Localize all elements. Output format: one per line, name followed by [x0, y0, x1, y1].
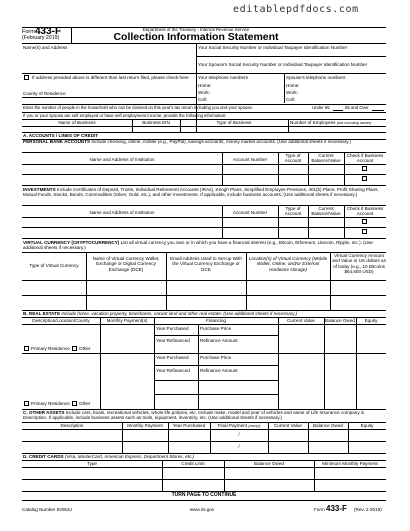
cc-col-min: Minimum Monthly Payment	[322, 461, 378, 466]
oa-col-owed: Balance Owed	[313, 423, 343, 428]
oa-col-desc: Description	[60, 423, 84, 428]
bank-col-balance: Current Balance/Value	[311, 153, 341, 164]
vc-col-amount: Virtual Currency Amount and Value in US dollars as of today (e.g., 10 Bitcoins $64,600 USD)	[332, 253, 386, 275]
re2-other-label: Other	[79, 401, 91, 406]
re1-primary-label: Primary Residence	[31, 346, 70, 351]
ssn-label: Your Social Security Number or Individual Taxpayer Identification Number	[198, 45, 348, 50]
re1-purchase-price: Purchase Price	[200, 326, 232, 331]
inv-col-business: Check if Business Account	[346, 206, 384, 217]
turn-page-label: TURN PAGE TO CONTINUE	[171, 492, 237, 498]
inv-col-type: Type of Account	[284, 206, 302, 217]
spouse-home-label: Home:	[286, 83, 300, 88]
re2-refinance-amount: Refinance Amount	[200, 368, 238, 373]
oa-col-year: Year Purchased	[172, 423, 206, 428]
cc-col-limit: Credit Limit	[181, 461, 205, 466]
inv-col-name: Name and Address of Institution	[89, 210, 155, 215]
vc-col-email: Email Address Used to Set-up With the Virtual Currency Exchange or DCE	[170, 256, 242, 272]
form-number: 433-F	[35, 26, 62, 37]
cc-col-type: Type	[87, 461, 97, 466]
re1-other-checkbox[interactable]	[72, 346, 77, 351]
cell-label: Cell:	[198, 97, 208, 102]
employees-label: Number of Employees (not counting owner)	[290, 120, 372, 125]
inv-business-checkbox-1[interactable]	[362, 219, 367, 224]
inv-col-account: Account Number	[232, 210, 268, 215]
re1-year-refinanced: Year Refinanced	[156, 338, 190, 343]
re2-primary-label: Primary Residence	[31, 401, 70, 406]
re1-year-purchased: Year Purchased	[156, 326, 189, 331]
re-col-owed: Balance Owed	[325, 318, 355, 323]
spouse-ssn-label: Your Spouse's Social Security Number or Individual Taxpayer Identification Number	[198, 62, 368, 67]
re1-primary-checkbox[interactable]	[24, 346, 29, 351]
form-page	[22, 26, 386, 522]
oa-row2-slash: /	[238, 444, 240, 449]
department-name: Department of the Treasury - Internal Revenue Service	[142, 27, 250, 32]
vc-col-location: Location(s) of Virtual Currency (Mobile Wallet, Online, and/or External Hardware storage)	[248, 256, 328, 272]
bank-accounts-intro: PERSONAL BANK ACCOUNTS Include checking, online, mobile (e.g., PayPal), savings accounts, money market accounts. (Use additional sheets if necessary.)	[23, 139, 351, 144]
spouse-phone-label: Spouse's telephone numbers	[286, 75, 346, 80]
re2-other-checkbox[interactable]	[72, 401, 77, 406]
re2-year-purchased: Year Purchased	[156, 355, 189, 360]
cc-col-owed: Balance Owed	[254, 461, 284, 466]
form-date: (February 2019)	[22, 35, 60, 41]
footer-form-label: Form	[314, 507, 325, 512]
catalog-number: Catalog Number 62053J	[22, 507, 72, 512]
irs-website: www.irs.gov	[189, 507, 215, 512]
page-title: Collection Information Statement	[113, 31, 279, 43]
your-phone-label: Your telephone numbers	[198, 75, 248, 80]
footer-revision: (Rev. 2-2019)	[354, 507, 382, 512]
oa-col-final: Final Payment (mo/yr)	[217, 423, 261, 428]
names-address-label: Name(s) and Address	[23, 45, 68, 50]
self-employed-label: If you or your spouse are self employed or have self employment income, provide the following information:	[23, 113, 227, 118]
address-change-label: If address provided above is different than last return filed, please check here	[32, 75, 189, 80]
under65-field[interactable]	[333, 110, 343, 111]
spouse-work-label: Work:	[286, 90, 298, 95]
bank-col-name: Name and Address of Institution	[89, 157, 155, 162]
section-d-heading: D. CREDIT CARDS (Visa, MasterCard, American Express, Department Stores, etc.)	[23, 454, 195, 459]
spouse-cell-label: Cell:	[286, 97, 296, 102]
investments-intro: INVESTMENTS Include Certificates of Deposit, Trusts, Individual Retirement Accounts (IRAs), Keogh Plans, Simplified Employee Pensions, 401(k) Plans, Profit Sharing Plans, Mutual Funds, Stocks, Bonds, Commodities (Silver, Gold, etc.), and other investments. If applicable, include business accounts. (Use additional sheets if necessary.)	[23, 187, 379, 198]
home-label: Home:	[198, 83, 212, 88]
re2-purchase-price: Purchase Price	[200, 355, 232, 360]
footer-form-number: 433-F	[326, 504, 347, 513]
section-a-heading: A. ACCOUNTS / LINES OF CREDIT	[23, 133, 99, 138]
vc-col-wallet: Name of Virtual Currency Wallet, Exchange or Digital Currency Exchange (DCE)	[92, 256, 160, 272]
work-label: Work:	[198, 90, 210, 95]
oa-row1-slash: /	[238, 432, 240, 437]
form-label: Form	[22, 29, 35, 35]
re1-refinance-amount: Refinance Amount	[200, 338, 238, 343]
section-c-heading: C. OTHER ASSETS Include cars, boats, recreational vehicles, whole life policies, etc. Include make, model and year of vehicles and name of Life Insurance company in Description. If applicable, include business assets such as tools, equipment, inventory, etc. (Use additional sheets if necessary.)	[23, 410, 365, 421]
re-col-value: Current Value	[286, 318, 315, 323]
over65-label: 65 and Over	[345, 105, 369, 110]
household-label: Enter the number of people in the household who can be claimed on this year's tax return including you and your spouse.	[23, 105, 254, 110]
address-change-checkbox[interactable]	[24, 75, 29, 80]
oa-col-value: Current Value	[273, 423, 302, 428]
watermark: editablepdfdocs.com	[233, 4, 359, 15]
bank-col-account: Account Number	[232, 157, 268, 162]
inv-business-checkbox-2[interactable]	[362, 229, 367, 234]
inv-col-balance: Current Balance/Value	[311, 206, 341, 217]
business-type-label: Type of Business	[216, 120, 252, 125]
county-label: County of Residence	[23, 91, 66, 96]
re2-year-refinanced: Year Refinanced	[156, 368, 190, 373]
section-b-heading: B. REAL ESTATE Include home, vacation property, timeshares, vacant land and other real estate. (Use additional sheets if necessary.)	[23, 311, 298, 316]
bank-col-business: Check if Business Account	[346, 153, 384, 164]
re1-other-label: Other	[79, 346, 91, 351]
re-col-financing: Financing	[206, 318, 226, 323]
business-name-label: Name of Business	[58, 120, 96, 125]
vc-col-type: Type of Virtual Currency	[29, 263, 79, 268]
virtual-currency-intro: VIRTUAL CURRENCY (CRYPTOCURRENCY) List all virtual currency you own or in which you have a financial interest (e.g., Bitcoin, Ethereum, Litecoin, Ripple, etc.). (Use additional sheets if necessary.)	[23, 240, 373, 251]
oa-col-equity: Equity	[360, 423, 374, 428]
re-col-equity: Equity	[364, 318, 378, 323]
over65-field[interactable]	[372, 110, 384, 111]
bank-business-checkbox-2[interactable]	[362, 176, 367, 181]
re-col-desc: Description/Location/County	[32, 318, 90, 323]
bank-business-checkbox-1[interactable]	[362, 166, 367, 171]
re2-primary-checkbox[interactable]	[24, 401, 29, 406]
under65-label: Under 65	[312, 105, 330, 110]
business-ein-label: Business EIN	[142, 120, 170, 125]
re-col-monthly: Monthly Payment(s)	[106, 318, 148, 323]
bank-col-type: Type of Account	[284, 153, 302, 164]
oa-col-monthly: Monthly Payment	[127, 423, 163, 428]
